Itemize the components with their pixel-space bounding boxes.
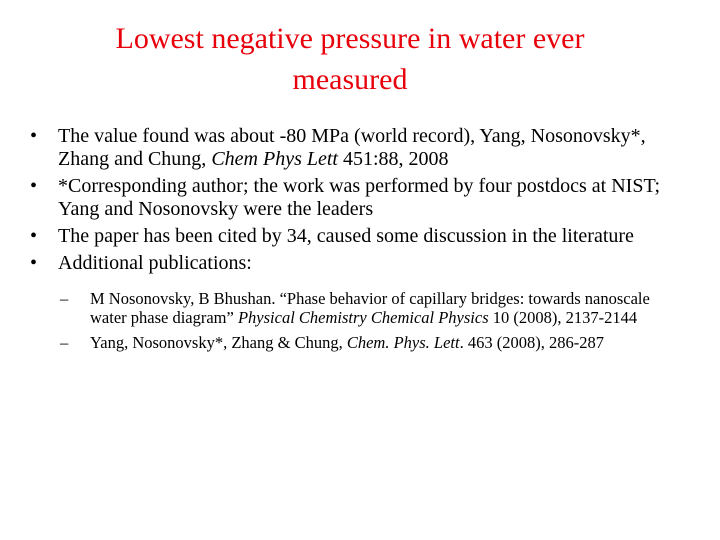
title-line-2: measured (292, 63, 408, 96)
bullet-icon: • (30, 175, 38, 197)
journal-name: Chem Phys Lett (211, 148, 338, 170)
bullet-item (30, 175, 680, 221)
sub-text-tail: 10 (2008), 2137-2144 (488, 308, 638, 327)
bullet-text: Additional publications: (58, 252, 252, 274)
sub-text: M Nosonovsky, B Bhushan. “Phase behavior of capillary bridges: towards nanoscale water phase diagram” (90, 289, 650, 327)
title-line-1: Lowest negative pressure in water ever (115, 22, 585, 55)
bullet-text-tail: 451:88, 2008 (337, 148, 449, 170)
journal-name: Chem. Phys. Lett (346, 333, 460, 352)
sub-text-tail: . 463 (2008), 286-287 (459, 333, 604, 352)
bullet-icon: • (30, 252, 38, 274)
sub-text: Yang, Nosonovsky*, Zhang & Chung, (90, 333, 347, 352)
slide-title (30, 18, 670, 100)
bullet-text: *Corresponding author; the work was performed by four postdocs at NIST; Yang and Nosonovsky were the leaders (58, 175, 661, 220)
bullet-item (30, 225, 680, 248)
bullet-text: The value found was about -80 MPa (world record), Yang, Nosonovsky*, Zhang and Chung, (58, 125, 646, 170)
bullet-item (30, 252, 680, 352)
sub-item (60, 289, 680, 327)
dash-icon: – (60, 289, 69, 308)
bullet-list (30, 125, 680, 358)
journal-name: Physical Chemistry Chemical Physics (237, 308, 489, 327)
bullet-icon: • (30, 225, 38, 247)
bullet-item (30, 125, 680, 171)
bullet-icon: • (30, 125, 38, 147)
dash-icon: – (60, 333, 69, 352)
bullet-text: The paper has been cited by 34, caused some discussion in the literature (58, 225, 634, 247)
sub-list (58, 289, 680, 352)
sub-item (60, 333, 680, 352)
